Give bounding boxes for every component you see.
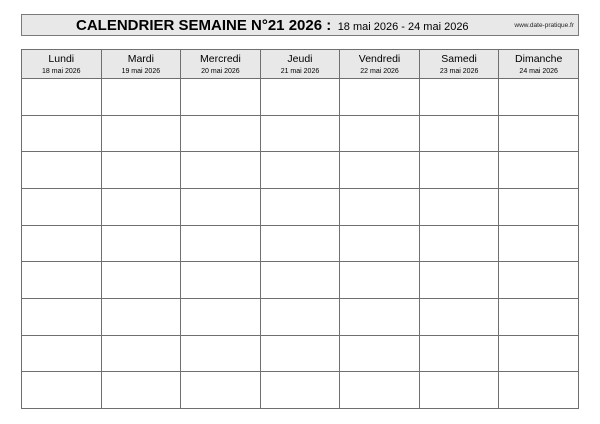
calendar-cell[interactable] xyxy=(340,115,420,152)
calendar-cell[interactable] xyxy=(340,335,420,372)
calendar-cell[interactable] xyxy=(419,188,499,225)
day-name: Vendredi xyxy=(358,53,401,65)
calendar-cell[interactable] xyxy=(181,152,261,189)
day-name: Dimanche xyxy=(515,53,563,65)
calendar-cell[interactable] xyxy=(260,188,340,225)
calendar-cell[interactable] xyxy=(260,262,340,299)
calendar-cell[interactable] xyxy=(499,262,579,299)
day-date: 20 mai 2026 xyxy=(201,68,240,75)
website-url: www.date-pratique.fr xyxy=(514,22,574,29)
calendar-cell[interactable] xyxy=(101,188,181,225)
calendar-cell[interactable] xyxy=(101,79,181,116)
calendar-cell[interactable] xyxy=(22,188,102,225)
calendar-cell[interactable] xyxy=(260,152,340,189)
calendar-cell[interactable] xyxy=(499,372,579,409)
calendar-cell[interactable] xyxy=(419,372,499,409)
calendar-cell[interactable] xyxy=(101,225,181,262)
calendar-row xyxy=(22,225,579,262)
page-title xyxy=(76,17,469,35)
calendar-cell[interactable] xyxy=(22,225,102,262)
calendar-cell[interactable] xyxy=(499,188,579,225)
calendar-cell[interactable] xyxy=(101,335,181,372)
calendar-cell[interactable] xyxy=(181,188,261,225)
calendar-cell[interactable] xyxy=(499,298,579,335)
calendar-cell[interactable] xyxy=(340,79,420,116)
title-date-range: 18 mai 2026 - 24 mai 2026 xyxy=(337,21,469,33)
calendar-cell[interactable] xyxy=(22,335,102,372)
day-date: 22 mai 2026 xyxy=(360,68,399,75)
title-bar xyxy=(21,14,579,36)
calendar-cell[interactable] xyxy=(260,225,340,262)
calendar-cell[interactable] xyxy=(340,262,420,299)
calendar-row xyxy=(22,188,579,225)
calendar-row xyxy=(22,298,579,335)
calendar-cell[interactable] xyxy=(101,262,181,299)
calendar-cell[interactable] xyxy=(101,372,181,409)
calendar-cell[interactable] xyxy=(419,225,499,262)
calendar-cell[interactable] xyxy=(419,262,499,299)
day-header-jeudi xyxy=(260,50,340,79)
calendar-body xyxy=(22,79,579,409)
day-date: 18 mai 2026 xyxy=(42,68,81,75)
calendar-cell[interactable] xyxy=(181,335,261,372)
calendar-row xyxy=(22,335,579,372)
calendar-cell[interactable] xyxy=(499,152,579,189)
calendar-cell[interactable] xyxy=(181,225,261,262)
calendar-cell[interactable] xyxy=(260,115,340,152)
calendar-cell[interactable] xyxy=(340,188,420,225)
calendar-cell[interactable] xyxy=(260,298,340,335)
day-name: Samedi xyxy=(441,53,477,65)
calendar-row xyxy=(22,115,579,152)
calendar-row xyxy=(22,152,579,189)
calendar-cell[interactable] xyxy=(419,335,499,372)
title-main: CALENDRIER SEMAINE N°21 2026 : xyxy=(76,17,332,34)
calendar-cell[interactable] xyxy=(499,225,579,262)
calendar-cell[interactable] xyxy=(260,335,340,372)
calendar-cell[interactable] xyxy=(22,152,102,189)
calendar-cell[interactable] xyxy=(181,372,261,409)
calendar-cell[interactable] xyxy=(419,152,499,189)
day-name: Lundi xyxy=(48,53,75,65)
day-date: 19 mai 2026 xyxy=(121,68,161,75)
day-header-mardi xyxy=(101,50,181,79)
day-date: 21 mai 2026 xyxy=(280,68,320,75)
calendar-cell[interactable] xyxy=(260,372,340,409)
day-header-samedi xyxy=(419,50,499,79)
day-date: 23 mai 2026 xyxy=(439,68,479,75)
calendar-cell[interactable] xyxy=(22,115,102,152)
day-header-lundi xyxy=(22,50,102,79)
calendar-row xyxy=(22,262,579,299)
calendar-cell[interactable] xyxy=(419,115,499,152)
calendar-row xyxy=(22,79,579,116)
calendar-cell[interactable] xyxy=(181,79,261,116)
calendar-cell[interactable] xyxy=(340,372,420,409)
calendar-cell[interactable] xyxy=(181,115,261,152)
calendar-cell[interactable] xyxy=(340,225,420,262)
calendar-cell[interactable] xyxy=(22,372,102,409)
day-name: Mardi xyxy=(127,53,154,65)
day-header-dimanche xyxy=(499,50,579,79)
day-header-row xyxy=(22,50,579,79)
calendar-cell[interactable] xyxy=(499,335,579,372)
calendar-cell[interactable] xyxy=(340,152,420,189)
calendar-cell[interactable] xyxy=(181,262,261,299)
calendar-row xyxy=(22,372,579,409)
calendar-cell[interactable] xyxy=(419,79,499,116)
calendar-cell[interactable] xyxy=(260,79,340,116)
calendar-cell[interactable] xyxy=(22,79,102,116)
calendar-cell[interactable] xyxy=(101,298,181,335)
day-name: Mercredi xyxy=(199,53,241,65)
calendar-cell[interactable] xyxy=(22,262,102,299)
day-header-mercredi xyxy=(181,50,261,79)
calendar-cell[interactable] xyxy=(101,152,181,189)
day-name: Jeudi xyxy=(287,53,313,65)
calendar-cell[interactable] xyxy=(499,115,579,152)
day-date: 24 mai 2026 xyxy=(519,68,558,75)
calendar-cell[interactable] xyxy=(101,115,181,152)
calendar-cell[interactable] xyxy=(419,298,499,335)
calendar-cell[interactable] xyxy=(340,298,420,335)
calendar-cell[interactable] xyxy=(22,298,102,335)
day-header-vendredi xyxy=(340,50,420,79)
calendar-cell[interactable] xyxy=(181,298,261,335)
calendar-cell[interactable] xyxy=(499,79,579,116)
week-calendar-table xyxy=(21,49,579,409)
